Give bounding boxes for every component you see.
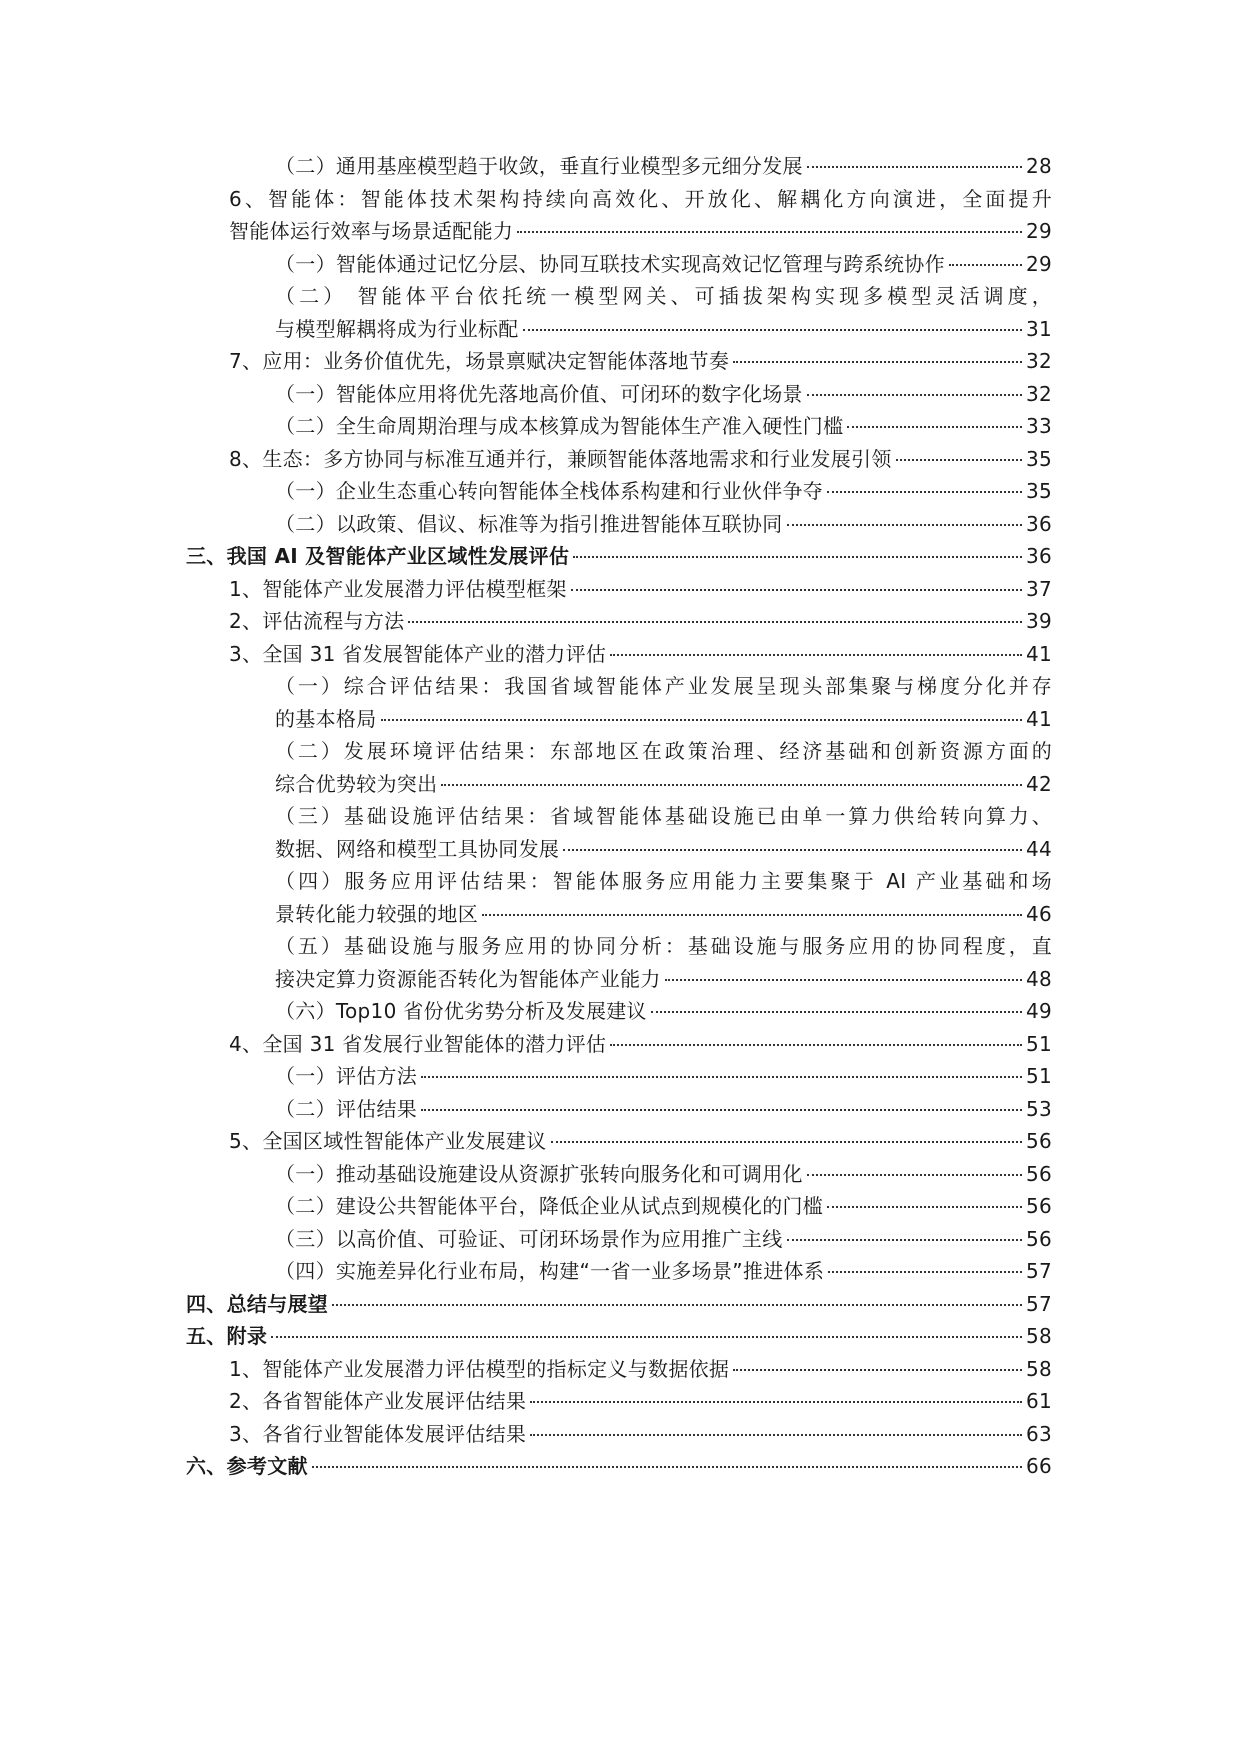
toc-entry[interactable] xyxy=(275,1158,1052,1191)
toc-dot-leader xyxy=(441,784,1022,786)
toc-entry-title: （二）以政策、倡议、标准等为指引推进智能体互联协同 xyxy=(275,511,783,536)
toc-dot-leader xyxy=(610,1044,1022,1046)
toc-entry-title-line: （一）综合评估结果：我国省域智能体产业发展呈现头部集聚与梯度分化并存 xyxy=(275,674,1052,698)
toc-entry-title: 3、各省行业智能体发展评估结果 xyxy=(229,1421,527,1446)
toc-entry-title: 四、总结与展望 xyxy=(186,1291,329,1316)
toc-page-number: 29 xyxy=(1025,251,1052,276)
toc-entry[interactable] xyxy=(229,345,1052,378)
toc-entry[interactable] xyxy=(229,638,1052,671)
toc-dot-leader xyxy=(787,524,1022,526)
toc-entry[interactable] xyxy=(275,865,1052,930)
toc-entry-title: 五、附录 xyxy=(186,1324,268,1348)
toc-entry-title: 5、全国区域性智能体产业发展建议 xyxy=(229,1129,547,1153)
toc-entry[interactable] xyxy=(229,1385,1052,1418)
toc-page-number: 58 xyxy=(1025,1356,1052,1381)
toc-page-number: 31 xyxy=(1025,316,1052,341)
toc-dot-leader xyxy=(733,1369,1022,1371)
toc-dot-leader xyxy=(523,329,1022,331)
toc-dot-leader xyxy=(530,1434,1022,1436)
toc-entry-title: （三）以高价值、可验证、可闭环场景作为应用推广主线 xyxy=(275,1226,783,1251)
toc-entry[interactable] xyxy=(275,930,1052,995)
toc-dot-leader xyxy=(665,979,1022,981)
toc-entry[interactable] xyxy=(186,1320,1052,1353)
toc-entry-title: （二）建设公共智能体平台，降低企业从试点到规模化的门槛 xyxy=(275,1194,824,1218)
toc-dot-leader xyxy=(949,264,1022,266)
toc-page-number: 44 xyxy=(1025,836,1052,861)
toc-entry[interactable] xyxy=(275,1190,1052,1223)
toc-dot-leader xyxy=(381,719,1022,721)
toc-page-number: 41 xyxy=(1025,641,1052,666)
toc-dot-leader xyxy=(573,556,1022,558)
toc-entry[interactable] xyxy=(275,410,1052,443)
toc-dot-leader xyxy=(896,459,1022,461)
toc-entry-title: （一）推动基础设施建设从资源扩张转向服务化和可调用化 xyxy=(275,1161,803,1186)
toc-page-number: 57 xyxy=(1025,1259,1052,1283)
toc-dot-leader xyxy=(271,1336,1022,1338)
toc-page-number: 56 xyxy=(1025,1226,1052,1251)
toc-dot-leader xyxy=(807,166,1022,168)
toc-entry[interactable] xyxy=(186,540,1052,573)
toc-entry[interactable] xyxy=(229,183,1052,248)
toc-page-number: 35 xyxy=(1025,479,1052,503)
toc-dot-leader xyxy=(530,1401,1022,1403)
toc-page-number: 32 xyxy=(1025,349,1052,373)
toc-entry-title: 8、生态：多方协同与标准互通并行，兼顾智能体落地需求和行业发展引领 xyxy=(229,446,892,471)
toc-entry[interactable] xyxy=(229,1353,1052,1386)
toc-page-number: 37 xyxy=(1025,576,1052,601)
toc-entry-title: 数据、网络和模型工具协同发展 xyxy=(275,836,560,861)
toc-entry[interactable] xyxy=(275,150,1052,183)
toc-dot-leader xyxy=(787,1239,1022,1241)
toc-entry-title: （一）智能体应用将优先落地高价值、可闭环的数字化场景 xyxy=(275,381,803,406)
toc-entry[interactable] xyxy=(275,475,1052,508)
toc-entry-title: 2、评估流程与方法 xyxy=(229,609,405,633)
toc-entry-title: 4、全国 31 省发展行业智能体的潜力评估 xyxy=(229,1031,607,1056)
toc-entry-title: 2、各省智能体产业发展评估结果 xyxy=(229,1389,527,1413)
toc-entry[interactable] xyxy=(275,508,1052,541)
toc-entry-title: 3、全国 31 省发展智能体产业的潜力评估 xyxy=(229,641,607,666)
toc-page-number: 36 xyxy=(1025,511,1052,536)
toc-entry[interactable] xyxy=(229,573,1052,606)
toc-entry[interactable] xyxy=(275,800,1052,865)
toc-entry-title: （二）评估结果 xyxy=(275,1096,418,1121)
toc-page-number: 35 xyxy=(1025,446,1052,471)
toc-dot-leader xyxy=(847,426,1022,428)
toc-dot-leader xyxy=(421,1076,1022,1078)
toc-dot-leader xyxy=(610,654,1022,656)
toc-page-number: 51 xyxy=(1025,1064,1052,1088)
toc-entry-title: 三、我国 AI 及智能体产业区域性发展评估 xyxy=(186,544,570,568)
toc-page-number: 32 xyxy=(1025,381,1052,406)
toc-entry-title-line: 6、智能体：智能体技术架构持续向高效化、开放化、解耦化方向演进，全面提升 xyxy=(229,186,1052,211)
toc-dot-leader xyxy=(651,1011,1022,1013)
toc-entry[interactable] xyxy=(275,670,1052,735)
toc-entry-title-line: （三）基础设施评估结果：省域智能体基础设施已由单一算力供给转向算力、 xyxy=(275,804,1052,828)
toc-dot-leader xyxy=(551,1141,1022,1143)
toc-entry-title: 接决定算力资源能否转化为智能体产业能力 xyxy=(275,966,661,991)
toc-entry-title: 1、智能体产业发展潜力评估模型的指标定义与数据依据 xyxy=(229,1356,730,1381)
toc-entry-title-line: （二） 智能体平台依托统一模型网关、可插拔架构实现多模型灵活调度， xyxy=(275,284,1052,308)
toc-dot-leader xyxy=(571,589,1022,591)
toc-entry[interactable] xyxy=(275,1093,1052,1126)
toc-entry[interactable] xyxy=(275,378,1052,411)
toc-entry-title: （一）智能体通过记忆分层、协同互联技术实现高效记忆管理与跨系统协作 xyxy=(275,251,945,276)
toc-entry[interactable] xyxy=(275,735,1052,800)
toc-page-number: 42 xyxy=(1025,771,1052,796)
toc-dot-leader xyxy=(733,361,1022,363)
toc-dot-leader xyxy=(827,1206,1022,1208)
toc-entry[interactable] xyxy=(229,1028,1052,1061)
toc-entry-title: （六）Top10 省份优劣势分析及发展建议 xyxy=(275,999,647,1023)
toc-page-number: 39 xyxy=(1025,609,1052,633)
toc-entry[interactable] xyxy=(186,1450,1052,1483)
toc-entry[interactable] xyxy=(229,1418,1052,1451)
toc-entry-title-line: （四）服务应用评估结果：智能体服务应用能力主要集聚于 AI 产业基础和场 xyxy=(275,869,1052,893)
toc-entry-title: 景转化能力较强的地区 xyxy=(275,901,478,926)
toc-dot-leader xyxy=(332,1304,1022,1306)
toc-entry-title: 智能体运行效率与场景适配能力 xyxy=(229,219,514,243)
toc-page-number: 51 xyxy=(1025,1031,1052,1056)
toc-dot-leader xyxy=(482,914,1022,916)
toc-page-number: 66 xyxy=(1025,1454,1052,1478)
toc-entry[interactable] xyxy=(229,443,1052,476)
table-of-contents xyxy=(186,150,1052,1483)
toc-dot-leader xyxy=(807,394,1022,396)
toc-entry-title: 综合优势较为突出 xyxy=(275,771,438,796)
toc-entry[interactable] xyxy=(275,248,1052,281)
toc-page-number: 56 xyxy=(1025,1194,1052,1218)
toc-dot-leader xyxy=(807,1174,1022,1176)
toc-page-number: 29 xyxy=(1025,219,1052,243)
toc-entry-title: （二）全生命周期治理与成本核算成为智能体生产准入硬性门槛 xyxy=(275,414,844,438)
toc-entry-title: 与模型解耦将成为行业标配 xyxy=(275,316,519,341)
toc-dot-leader xyxy=(827,491,1022,493)
toc-dot-leader xyxy=(563,849,1022,851)
toc-dot-leader xyxy=(312,1466,1022,1468)
toc-page-number: 49 xyxy=(1025,999,1052,1023)
toc-entry-title: （一）评估方法 xyxy=(275,1064,418,1088)
toc-page-number: 56 xyxy=(1025,1161,1052,1186)
toc-entry[interactable] xyxy=(186,1288,1052,1321)
toc-entry-title: 1、智能体产业发展潜力评估模型框架 xyxy=(229,576,567,601)
toc-page-number: 56 xyxy=(1025,1129,1052,1153)
toc-dot-leader xyxy=(421,1109,1022,1111)
toc-entry[interactable] xyxy=(229,605,1052,638)
toc-dot-leader xyxy=(828,1271,1022,1273)
toc-entry-title: 六、参考文献 xyxy=(186,1454,308,1478)
toc-dot-leader xyxy=(517,231,1022,233)
toc-entry-title-line: （五）基础设施与服务应用的协同分析：基础设施与服务应用的协同程度，直 xyxy=(275,934,1052,958)
toc-entry[interactable] xyxy=(275,1223,1052,1256)
toc-page-number: 33 xyxy=(1025,414,1052,438)
toc-page-number: 57 xyxy=(1025,1291,1052,1316)
toc-page-number: 41 xyxy=(1025,706,1052,731)
toc-entry[interactable] xyxy=(275,995,1052,1028)
toc-entry-title: 的基本格局 xyxy=(275,706,377,731)
toc-page-number: 36 xyxy=(1025,544,1052,568)
toc-page-number: 28 xyxy=(1025,154,1052,178)
toc-entry-title: （四）实施差异化行业布局，构建“一省一业多场景”推进体系 xyxy=(275,1259,825,1283)
toc-entry-title: 7、应用：业务价值优先，场景禀赋决定智能体落地节奏 xyxy=(229,349,730,373)
toc-dot-leader xyxy=(408,621,1022,623)
toc-entry-title-line: （二）发展环境评估结果：东部地区在政策治理、经济基础和创新资源方面的 xyxy=(275,739,1052,763)
toc-entry[interactable] xyxy=(275,280,1052,345)
toc-entry-title: （一）企业生态重心转向智能体全栈体系构建和行业伙伴争夺 xyxy=(275,479,824,503)
toc-page-number: 53 xyxy=(1025,1096,1052,1121)
toc-page-number: 48 xyxy=(1025,966,1052,991)
toc-page-number: 58 xyxy=(1025,1324,1052,1348)
toc-entry[interactable] xyxy=(229,1125,1052,1158)
toc-entry-title: （二）通用基座模型趋于收敛，垂直行业模型多元细分发展 xyxy=(275,154,803,178)
toc-page-number: 46 xyxy=(1025,901,1052,926)
toc-page-number: 61 xyxy=(1025,1389,1052,1413)
toc-entry[interactable] xyxy=(275,1255,1052,1288)
toc-page-number: 63 xyxy=(1025,1421,1052,1446)
toc-entry[interactable] xyxy=(275,1060,1052,1093)
